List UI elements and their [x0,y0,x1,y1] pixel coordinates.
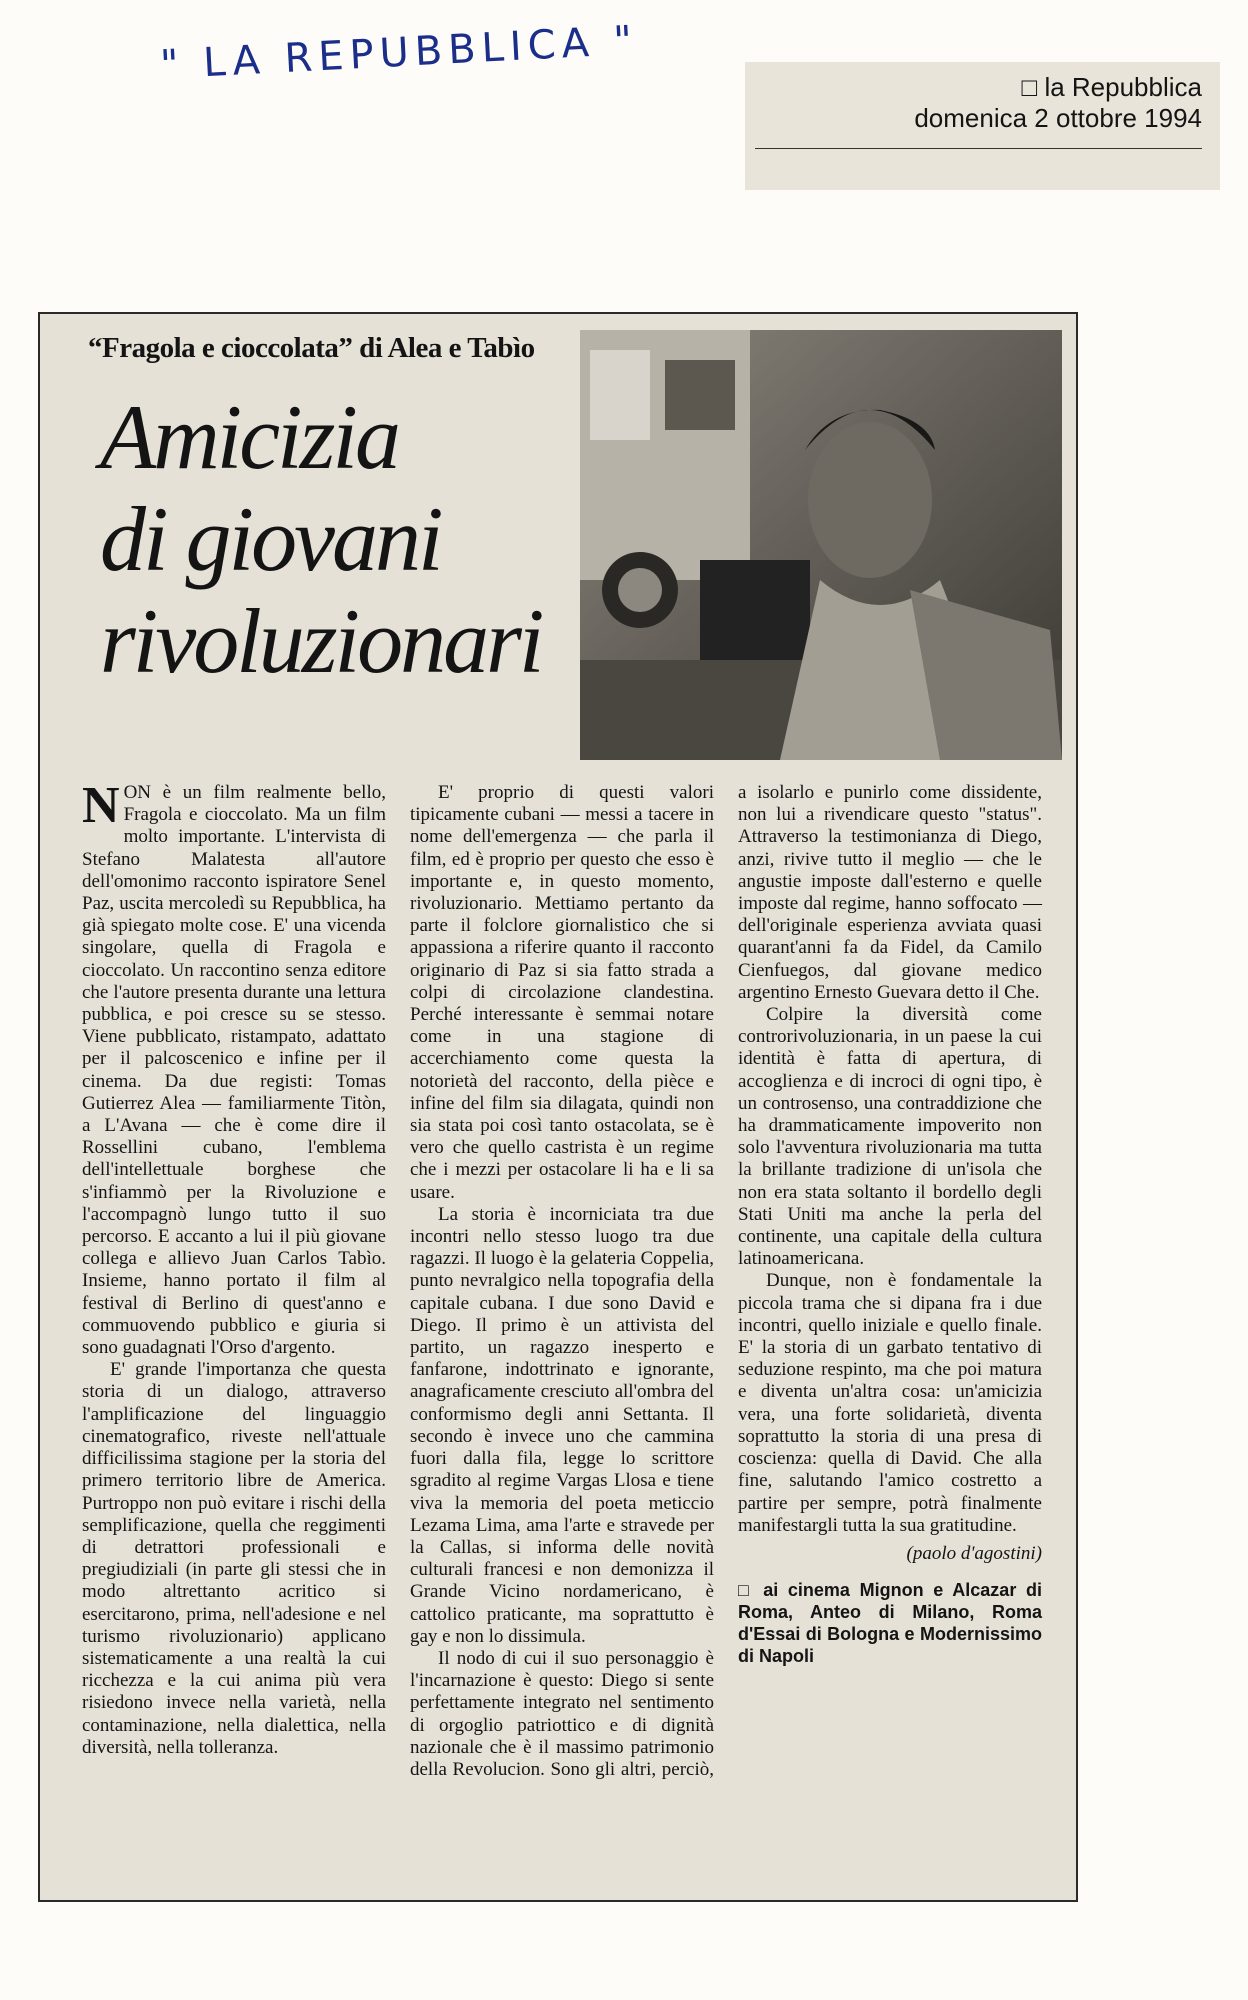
drop-cap: N [82,777,120,834]
author-signature: (paolo d'agostini) [906,1542,1042,1564]
photo-illustration [580,330,1062,760]
kicker: “Fragola e cioccolata” di Alea e Tabìo [88,332,535,364]
paragraph: E' grande l'importanza che questa storia di un dialogo, attraverso l'amplificazione del linguaggio cinematografico, riveste nell'attuale difficilissima stagione per la storia del primero territorio libre de America. Purtroppo non può evitare i rischi della semplificazione, quella che reggimenti di detrattori professionali e pregiudiziali (in parte gli stessi che in modo altrettanto acritico si esercitarono, prima, nell'adesione e nel turismo rivoluzionario) applicano sistematicamente a una realtà la cui ricchezza e la cui anima più vera risiedono invece nella varietà, nella contaminazione, nella dialettica, nella diversità, nella tolleranza. [82,1359,386,1758]
headline-line: di giovani [100,488,441,590]
source-slip [745,62,1220,190]
screening-venues: □ ai cinema Mignon e Alcazar di Roma, Anteo di Milano, Roma d'Essai di Bologna e Modernissimo di Napoli [738,1580,1042,1667]
publication-date: domenica 2 ottobre 1994 [914,103,1202,133]
paragraph: Il nodo di cui il suo personaggio è l'incarnazione è questo: Diego si sente perfettamente integrato nel sentimento di orgoglio patriottico e di dignità nazionale che è il massimo patrimonio della Revolucion. Sono gli altri, perciò, a isolarlo e punirlo come dissidente, non lui a rivendicare questo "status". Attraverso la testimonianza di Diego, anzi, rivive tutto il meglio — che le angustie imposte dall'esterno e quelle imposte dal regime, hanno soffocato — dell'originale esperienza avviata quasi quarant'anni fa da Fidel, da Camilo Cienfuegos, dal giovane medico argentino Ernesto Guevara detto il Che. [410,782,1042,1780]
newspaper-clipping [38,312,1078,1902]
paragraph: NON è un film realmente bello, Fragola e cioccolato. Ma un film molto importante. L'intervista di Stefano Malatesta all'autore dell'omonimo racconto ispiratore Senel Paz, uscita mercoledì su Repubblica, ha già spiegato molte cose. E' una vicenda singolare, quella di Fragola e cioccolato. Un raccontino senza editore che l'autore presenta durante una lettura pubblica, e poi cresce su se stesso. Viene pubblicato, ristampato, adattato per il palcoscenico e infine per il cinema. Da due registi: Tomas Gutierrez Alea — familiarmente Titòn, a L'Avana — che è come dire il Rossellini cubano, l'emblema dell'intellettuale borghese che s'infiammò per la Rivoluzione e l'accompagnò lungo tutto il suo percorso. E accanto a lui il più giovane collega e allievo Juan Carlos Tabìo. Insieme, hanno portato il film al festival di Berlino di quest'anno e commuovendo pubblico e giuria si sono guadagnati l'Orso d'argento. [82,777,386,1359]
paragraph: Dunque, non è fondamentale la piccola trama che si dipana fra i due incontri, quello iniziale e quello finale. E' la storia di un garbato tentativo di seduzione respinto, ma che poi matura e diventa un'altra cosa: un'amicizia vera, una forte solidarietà, diventa soprattutto la storia di una presa di coscienza: quella di David. Che alla fine, salutando l'amico costretto a partire per sempre, potrà finalmente manifestargli tutta la sua gratitudine. [738,1270,1042,1536]
divider [755,148,1202,149]
headline-line: rivoluzionari [100,590,542,692]
headline [100,386,620,692]
photo-icon [580,330,1062,760]
masthead: □ la Repubblica [1021,72,1202,102]
paragraph: Colpire la diversità come controrivoluzionaria, in un paese la cui identità è fatta di apertura, di accoglienza e di incroci di ogni tipo, è un controsenso, una contraddizione che ha drammaticamente impoverito non solo l'avventura rivoluzionaria ma tutta la brillante tradizione di un'isola che non era stata soltanto il bordello degli Stati Uniti ma anche la perla del continente, una capitale della cultura latinoamericana. [738,1004,1042,1270]
paragraph: La storia è incorniciata tra due incontri nello stesso luogo tra due ragazzi. Il luogo è la gelateria Coppelia, punto nevralgico nella topografia della capitale cubana. I due sono David e Diego. Il primo è un attivista del partito, un ragazzo inesperto e fanfarone, indottrinato e ignorante, anagraficamente cresciuto all'ombra del conformismo degli anni Settanta. Il secondo è invece uno che cammina fuori dalla fila, legge lo scrittore sgradito al regime Vargas Llosa e tiene viva la memoria del poeta meticcio Lezama Lima, ama l'arte e stravede per la Callas, si informa delle novità culturali francesi e non demonizza il Grande Vicino nordamericano, è cattolico praticante, ma soprattutto è gay e non lo dissimula. [410,1203,714,1647]
handwritten-annotation: " LA REPUBBLICA " [159,17,640,89]
headline-line: Amicizia [100,386,398,488]
paragraph: E' proprio di questi valori tipicamente cubani — messi a tacere in nome dell'emergenza — che parla il film, ed è proprio per questo che esso è importante e, in questo momento, rivoluzionario. Mettiamo pertanto da parte il folclore giornalistico che si appassiona a riferire quanto il racconto originario di Paz si sia fatto strada a colpi di circolazione clandestina. Perché interessante è semmai notare come in una stagione di accerchiamento come questa la notorietà del racconto, della pièce e infine del film sia dilagata, quindi non sia stata poi così tanto ostacolata, se è vero che quello castrista è un regime che i mezzi per ostacolare li ha e li sa usare. [410,782,714,1203]
article-body [82,777,1042,1802]
